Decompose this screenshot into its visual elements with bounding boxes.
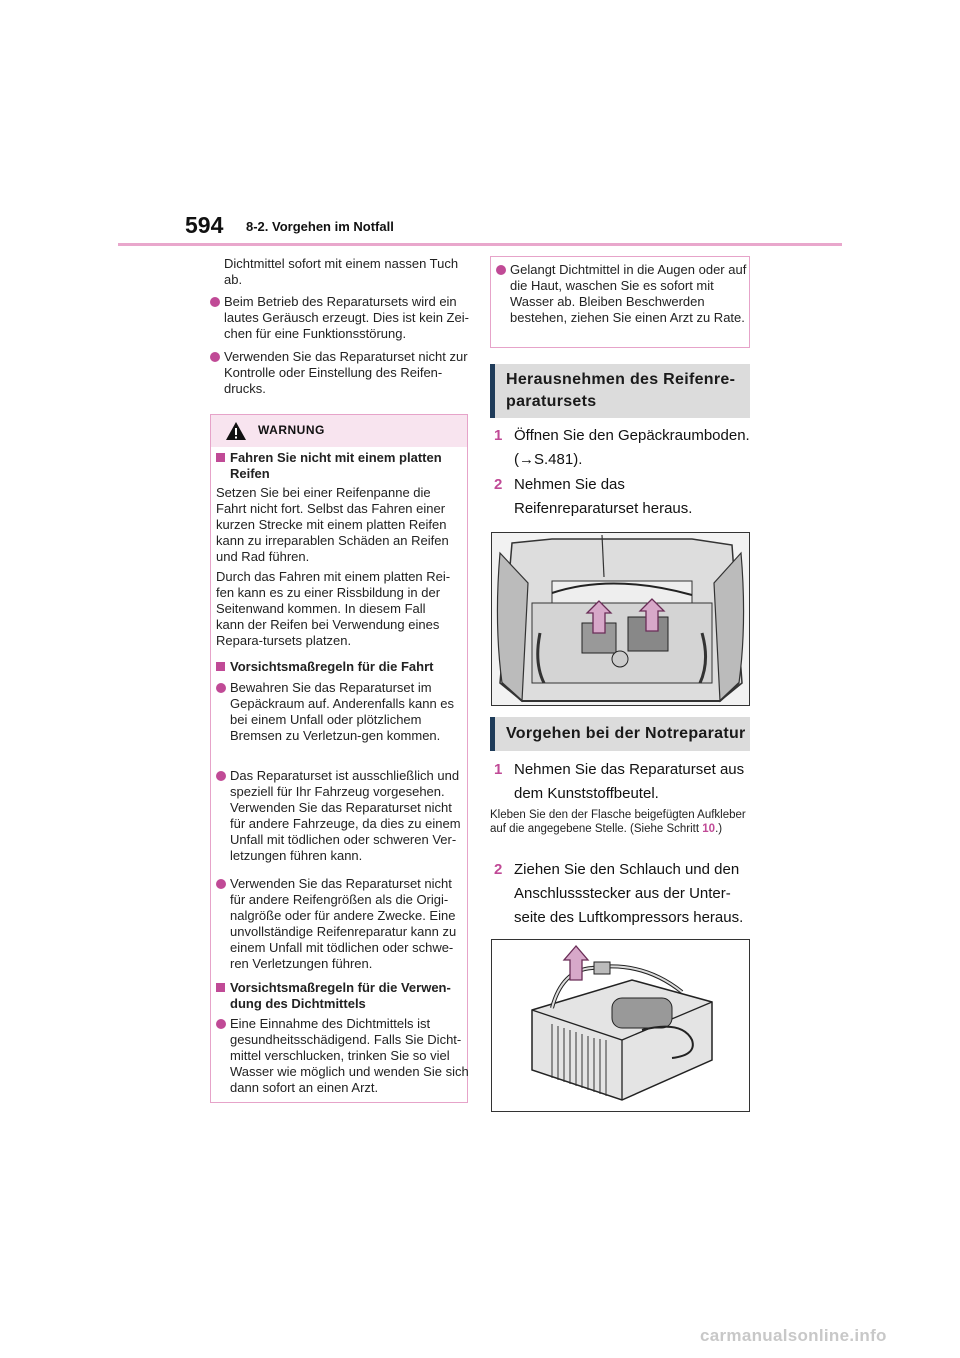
- warning-paragraph: Setzen Sie bei einer Reifenpanne die Fahrt nicht fort. Selbst das Fahren einer kurzen Strecke mit einem platten Reifen kann zu irreparablen Schäden an Reifen und Rad führen.: [216, 485, 449, 564]
- step-note: Kleben Sie den der Flasche beigefügten Aufkleber auf die angegebene Stelle. (Siehe Schritt 10.): [490, 809, 746, 835]
- square-bullet-icon: [216, 453, 225, 462]
- bullet-dot-icon: [216, 683, 226, 693]
- header-divider: [118, 243, 842, 246]
- warning-bullet: Bewahren Sie das Reparaturset im Gepäckraum auf. Anderenfalls kann es bei einem Unfall oder plötzlichem Bremsen zu Verletzun-gen kommen.: [216, 680, 470, 744]
- bullet-dot-icon: [216, 1019, 226, 1029]
- page-number: 594: [185, 212, 224, 238]
- warning-section-title: Vorsichtsmaßregeln für die Fahrt: [216, 659, 466, 675]
- continuation-text: Dichtmittel sofort mit einem nassen Tuch ab.: [224, 256, 459, 287]
- step-item: 2 Nehmen Sie das Reifenreparaturset heraus.: [494, 476, 693, 517]
- warning-section-title: Fahren Sie nicht mit einem platten Reifen: [216, 450, 466, 482]
- warning-section-title: Vorsichtsmaßregeln für die Verwen-dung des Dichtmittels: [216, 980, 466, 1012]
- warning-bullet: Eine Einnahme des Dichtmittels ist gesundheitsschädigend. Falls Sie Dicht-mittel verschlucken, trinken Sie so viel Wasser wie möglich und wenden Sie sich dann sofort an einen Arzt.: [216, 1016, 470, 1096]
- warning-triangle-icon: [225, 421, 247, 446]
- bullet-item: Verwenden Sie das Reparaturset nicht zur Kontrolle oder Einstellung des Reifen-drucks.: [210, 349, 482, 397]
- bullet-dot-icon: [496, 265, 506, 275]
- warning-paragraph: Durch das Fahren mit einem platten Rei-fen kann es zu einer Rissbildung in der Seitenwand kommen. In diesem Fall kann der Reifen bei Verwendung eines Repara-tursets platzen.: [216, 569, 451, 648]
- note-bullet: Gelangt Dichtmittel in die Augen oder auf die Haut, waschen Sie es sofort mit Wasser ab. Bleiben Beschwerden bestehen, ziehen Sie einen Arzt zu Rate.: [496, 262, 750, 326]
- watermark: carmanualsonline.info: [700, 1326, 887, 1345]
- square-bullet-icon: [216, 662, 225, 671]
- warning-header: [211, 415, 467, 447]
- compressor-illustration: [491, 939, 750, 1112]
- square-bullet-icon: [216, 983, 225, 992]
- step-item: 1 Nehmen Sie das Reparaturset aus dem Kunststoffbeutel.: [494, 761, 745, 802]
- bullet-dot-icon: [216, 879, 226, 889]
- warning-bullet: Verwenden Sie das Reparaturset nicht für andere Reifengrößen als die Origi-nalgröße oder für andere Zwecke. Eine unvollständige Reifenreparatur kann zu einem Unfall mit tödlichen oder schwe-ren Verletzungen führen.: [216, 876, 470, 972]
- trunk-illustration: [491, 532, 750, 706]
- bullet-dot-icon: [210, 352, 220, 362]
- section-heading: Herausnehmen des Reifenre- paratursets: [490, 364, 750, 418]
- bullet-dot-icon: [210, 297, 220, 307]
- step-item: 2 Ziehen Sie den Schlauch und den Anschlussstecker aus der Unter-seite des Luftkompressors heraus.: [494, 861, 744, 926]
- section-title: 8-2. Vorgehen im Notfall: [246, 219, 394, 234]
- warning-title: WARNUNG: [258, 423, 325, 437]
- bullet-item: Beim Betrieb des Reparatursets wird ein lautes Geräusch erzeugt. Dies ist kein Zei-chen für eine Funktionsstörung.: [210, 294, 482, 342]
- warning-bullet: Das Reparaturset ist ausschließlich und speziell für Ihr Fahrzeug vorgesehen. Verwenden Sie das Reparaturset nicht für andere Fahrzeuge, da dies zu einem Unfall mit tödlichen oder schweren Ver-letzungen führen kann.: [216, 768, 470, 864]
- step-item: 1 Öffnen Sie den Gepäckraumboden. (→S.481).: [494, 427, 750, 468]
- section-heading: Vorgehen bei der Notreparatur: [490, 717, 750, 751]
- bullet-dot-icon: [216, 771, 226, 781]
